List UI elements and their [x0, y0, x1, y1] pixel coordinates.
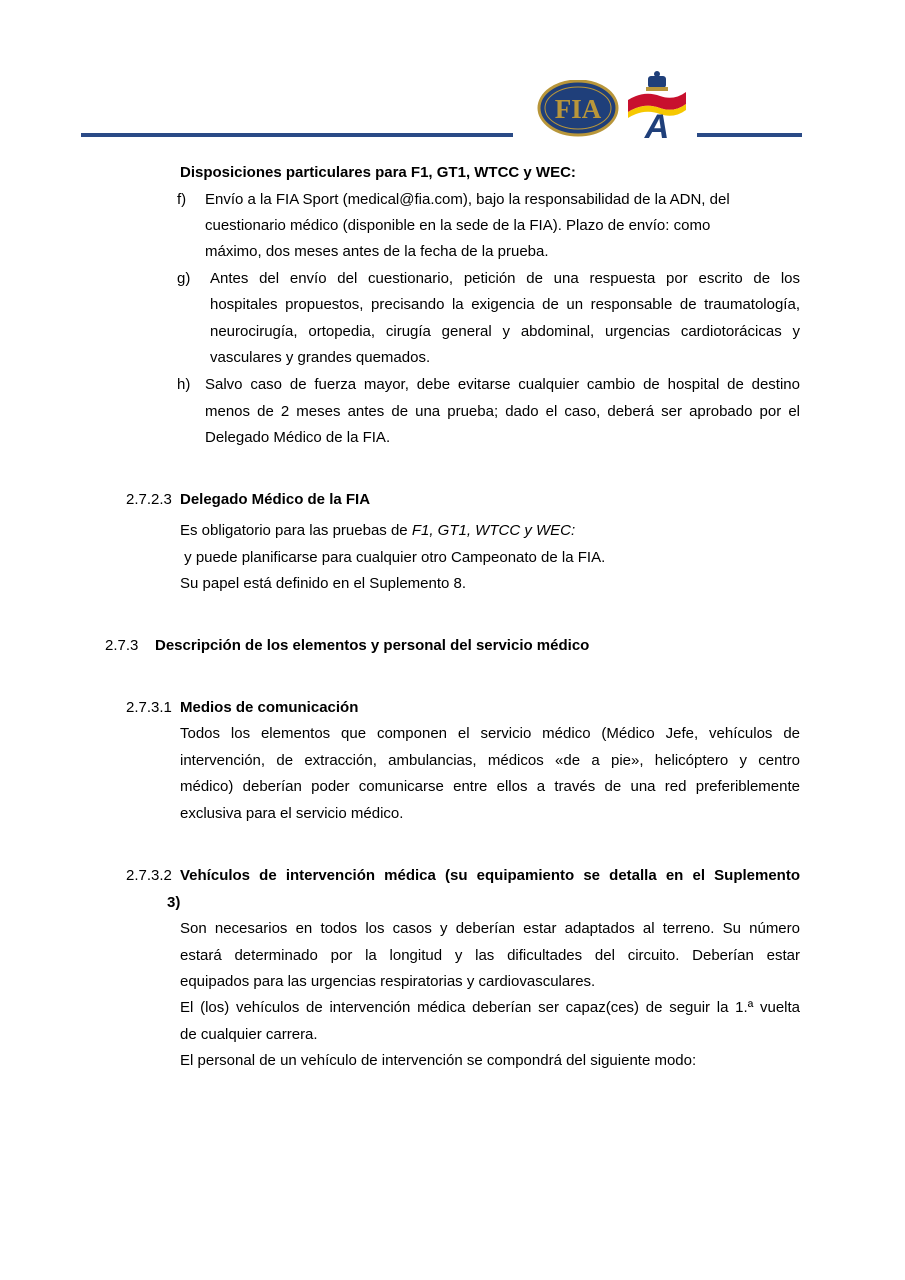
- s2731-line-1: Todos los elementos que componen el servicio médico (Médico Jefe, vehículos de: [180, 725, 800, 742]
- s2732-title-line-1: Vehículos de intervención médica (su equipamiento se detalla en el Suplemento: [180, 867, 800, 884]
- s2732-line-1: Son necesarios en todos los casos y deberían estar adaptados al terreno. Su número: [180, 920, 800, 937]
- s2723-line-1-text: Es obligatorio para las pruebas de: [180, 522, 412, 539]
- s2732-line-5: de cualquier carrera.: [180, 1026, 318, 1043]
- item-g-line-1: Antes del envío del cuestionario, petición de una respuesta por escrito de los: [210, 270, 800, 287]
- s2723-line-1: [180, 521, 575, 541]
- fia-logo: [536, 80, 620, 140]
- s2731-line-4: exclusiva para el servicio médico.: [180, 805, 404, 822]
- item-f-line-3: máximo, dos meses antes de la fecha de la prueba.: [205, 243, 549, 260]
- item-h-line-1: Salvo caso de fuerza mayor, debe evitarse cualquier cambio de hospital de destino: [205, 376, 800, 393]
- fia-logo-text: FIA: [554, 94, 602, 124]
- item-g-line-3: neurocirugía, ortopedia, cirugía general y abdominal, urgencias cardiotorácicas y: [210, 323, 800, 340]
- item-f-line-2: cuestionario médico (disponible en la sede de la FIA). Plazo de envío: como: [205, 217, 711, 234]
- item-f-label: f): [177, 191, 187, 208]
- s2732-line-6: El personal de un vehículo de intervención se compondrá del siguiente modo:: [180, 1052, 697, 1069]
- header-rule-left: [81, 133, 513, 137]
- s2732-title-line-2: 3): [167, 894, 181, 911]
- item-g-label: g): [177, 270, 191, 287]
- s2732-line-4: El (los) vehículos de intervención médica deberían ser capaz(ces) de seguir la 1.ª vuelta: [180, 999, 800, 1016]
- s2723-line-2: y puede planificarse para cualquier otro Campeonato de la FIA.: [180, 549, 606, 566]
- item-g-line-2: hospitales propuestos, precisando la exigencia de un responsable de traumatología,: [210, 296, 800, 313]
- s273-number: 2.7.3: [105, 637, 139, 654]
- s2732-line-3: equipados para las urgencias respiratorias y cardiovasculares.: [180, 973, 596, 990]
- header-rule-right: [697, 133, 802, 137]
- s2731-title: Medios de comunicación: [180, 699, 359, 716]
- s2732-line-2: estará determinado por la longitud y las dificultades del circuito. Deberían estar: [180, 947, 800, 964]
- s2731-line-2: intervención, de extracción, ambulancias, médicos «de a pie», helicóptero y centro: [180, 752, 800, 769]
- s273-title: Descripción de los elementos y personal del servicio médico: [155, 637, 590, 654]
- rfeda-logo: [624, 70, 690, 140]
- s2723-number: 2.7.2.3: [126, 491, 172, 508]
- s2731-line-3: médico) deberían poder comunicarse entre ellos a través de una red preferiblemente: [180, 778, 800, 795]
- s2723-title: Delegado Médico de la FIA: [180, 491, 371, 508]
- s2732-number: 2.7.3.2: [126, 867, 172, 884]
- item-h-line-2: menos de 2 meses antes de una prueba; dado el caso, deberá ser aprobado por el: [205, 403, 800, 420]
- rfeda-logo-text: A: [644, 108, 670, 140]
- item-h-line-3: Delegado Médico de la FIA.: [205, 429, 391, 446]
- particular-heading: Disposiciones particulares para F1, GT1, WTCC y WEC:: [180, 164, 576, 181]
- s2731-number: 2.7.3.1: [126, 699, 172, 716]
- item-h-label: h): [177, 376, 191, 393]
- item-f-line-1: Envío a la FIA Sport (medical@fia.com), bajo la responsabilidad de la ADN, del: [205, 191, 730, 208]
- s2723-line-3: Su papel está definido en el Suplemento 8.: [180, 575, 467, 592]
- s2723-line-1-italic: F1, GT1, WTCC y WEC:: [411, 522, 576, 539]
- item-g-line-4: vasculares y grandes quemados.: [210, 349, 431, 366]
